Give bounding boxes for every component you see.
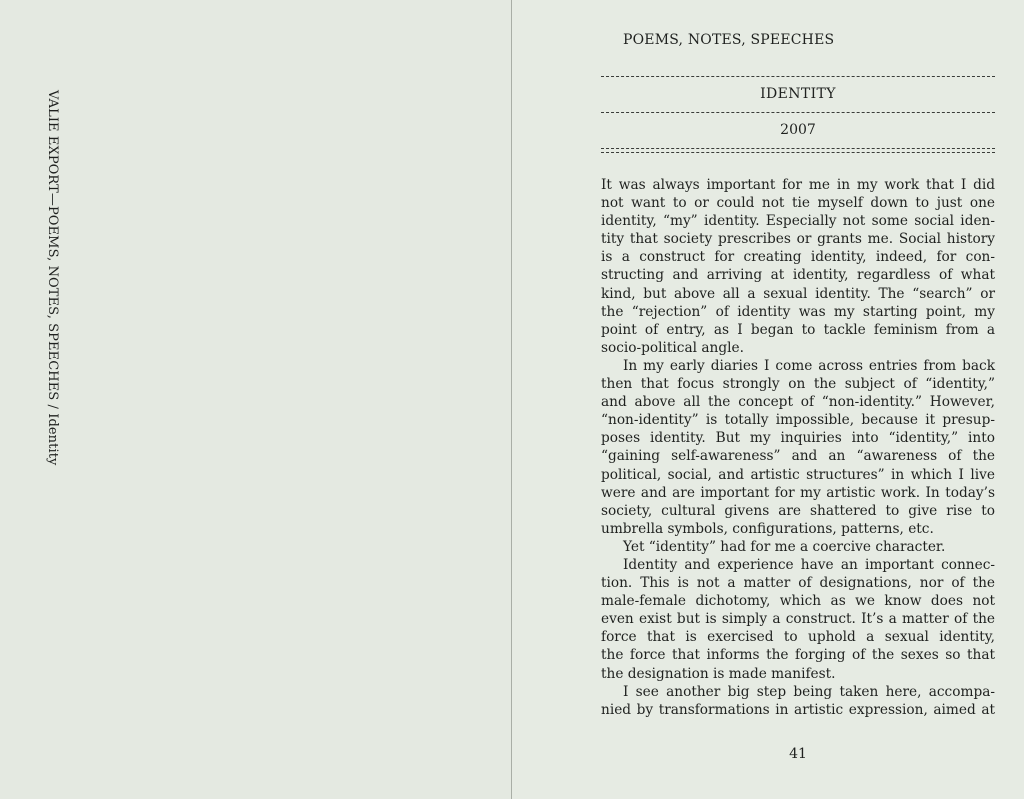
text-line: point of entry, as I began to tackle feminism from a <box>601 321 995 338</box>
text-line: structing and arriving at identity, regardless of what <box>601 267 995 284</box>
text-line: not want to or could not tie myself down to just one <box>601 195 995 212</box>
text-line: Identity and experience have an important connec- <box>623 556 995 573</box>
text-line: even exist but is simply a construct. It’s a matter of the <box>601 611 995 628</box>
text-line: identity, “my” identity. Especially not some social iden- <box>601 213 995 230</box>
text-line: poses identity. But my inquiries into “identity,” into <box>601 430 995 447</box>
text-line: It was always important for me in my work that I did <box>601 177 995 193</box>
text-line: then that focus strongly on the subject of “identity,” <box>601 376 995 393</box>
running-head: POEMS, NOTES, SPEECHES <box>623 32 835 48</box>
text-line: tion. This is not a matter of designations, nor of the <box>601 575 995 592</box>
text-line: “gaining self-awareness” and an “awareness of the <box>601 448 995 465</box>
spine-running-title: VALIE EXPORT—POEMS, NOTES, SPEECHES / Identity <box>45 90 60 466</box>
text-line: Yet “identity” had for me a coercive character. <box>623 538 946 555</box>
text-line: I see another big step being taken here, accompa- <box>623 683 995 700</box>
text-line: the designation is made manifest. <box>601 665 836 682</box>
text-line: is a construct for creating identity, indeed, for con- <box>601 249 995 266</box>
page-number: 41 <box>789 746 807 762</box>
text-line: political, social, and artistic structures” in which I live <box>601 466 995 483</box>
text-line: society, cultural givens are shattered to give rise to <box>601 502 995 519</box>
text-line: the force that informs the forging of the sexes so that <box>601 647 995 664</box>
right-page <box>512 0 1024 799</box>
text-line: nied by transformations in artistic expression, aimed at <box>601 701 995 718</box>
double-rule-upper <box>601 148 995 149</box>
text-line: umbrella symbols, configurations, patterns, etc. <box>601 520 934 537</box>
text-line: tity that society prescribes or grants me. Social history <box>601 231 995 248</box>
double-rule-lower <box>601 152 995 153</box>
body-text <box>601 176 995 719</box>
section-year: 2007 <box>780 122 816 138</box>
text-line: the “rejection” of identity was my starting point, my <box>601 303 995 320</box>
text-line: socio-political angle. <box>601 339 744 356</box>
text-line: In my early diaries I come across entries from back <box>623 357 995 374</box>
text-line: kind, but above all a sexual identity. The “search” or <box>601 285 995 302</box>
dashed-rule-top <box>601 76 995 77</box>
text-line: and above all the concept of “non-identity.” However, <box>601 394 995 411</box>
section-title: IDENTITY <box>760 86 836 102</box>
dashed-rule-middle <box>601 112 995 113</box>
text-line: “non-identity” is totally impossible, because it presup- <box>601 412 995 429</box>
text-line: were and are important for my artistic work. In today’s <box>601 484 995 501</box>
text-line: force that is exercised to uphold a sexual identity, <box>601 629 995 646</box>
text-line: male-female dichotomy, which as we know does not <box>601 593 995 610</box>
